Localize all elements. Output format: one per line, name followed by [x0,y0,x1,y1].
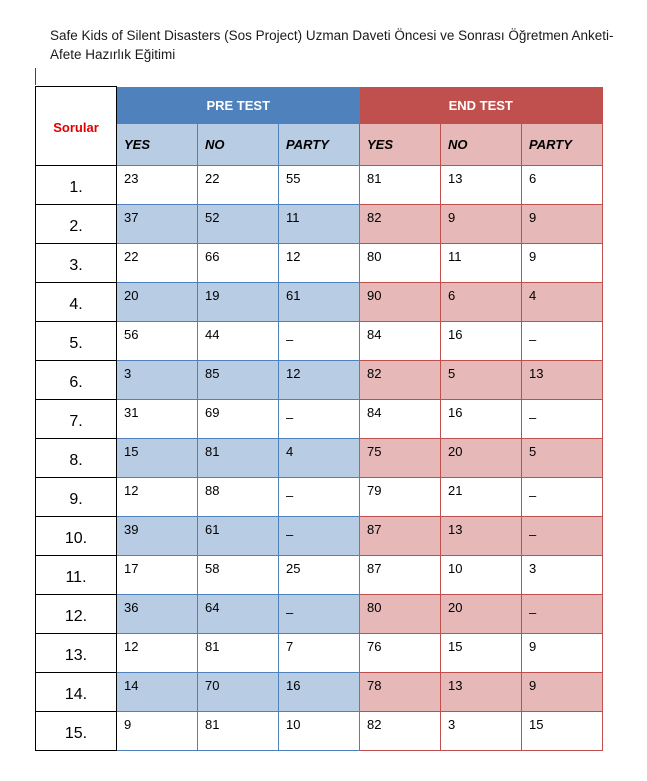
pre-no-cell: 69 [198,400,279,439]
pre-party-cell: 11 [279,205,360,244]
end-party-cell: 9 [522,244,603,283]
table-row [36,556,603,595]
end-party-cell: 4 [522,283,603,322]
pre-yes-cell: 9 [117,712,198,751]
table-row [36,673,603,712]
pre-yes-cell: 3 [117,361,198,400]
pre-yes-cell: 15 [117,439,198,478]
end-yes-cell: 75 [360,439,441,478]
end-no-cell: 20 [441,595,522,634]
table-row [36,166,603,205]
pre-yes-cell: 36 [117,595,198,634]
table-row [36,634,603,673]
end-no-cell: 16 [441,400,522,439]
pre-party-cell: 7 [279,634,360,673]
end-party-cell: 5 [522,439,603,478]
table-row [36,517,603,556]
pre-test-header: PRE TEST [117,87,360,124]
end-yes-cell: 87 [360,517,441,556]
survey-table [35,86,603,751]
end-no-cell: 16 [441,322,522,361]
end-no-cell: 5 [441,361,522,400]
end-yes-header: YES [360,124,441,166]
pre-no-cell: 70 [198,673,279,712]
pre-no-cell: 88 [198,478,279,517]
pre-yes-cell: 37 [117,205,198,244]
question-number: 7. [36,400,117,439]
question-number: 8. [36,439,117,478]
end-party-cell: 9 [522,673,603,712]
question-number: 13. [36,634,117,673]
pre-no-cell: 19 [198,283,279,322]
end-no-cell: 13 [441,166,522,205]
end-no-cell: 10 [441,556,522,595]
pre-yes-cell: 14 [117,673,198,712]
end-party-cell: 6 [522,166,603,205]
pre-no-cell: 52 [198,205,279,244]
table-row [36,283,603,322]
pre-yes-cell: 23 [117,166,198,205]
table-row [36,478,603,517]
end-yes-cell: 81 [360,166,441,205]
pre-yes-cell: 12 [117,478,198,517]
question-number: 4. [36,283,117,322]
end-yes-cell: 84 [360,400,441,439]
end-party-cell: 9 [522,634,603,673]
question-number: 2. [36,205,117,244]
end-no-cell: 21 [441,478,522,517]
end-yes-cell: 78 [360,673,441,712]
end-party-cell: 13 [522,361,603,400]
end-party-cell: 3 [522,556,603,595]
pre-party-cell: 16 [279,673,360,712]
pre-yes-cell: 20 [117,283,198,322]
end-party-cell: – [522,478,603,517]
pre-yes-cell: 39 [117,517,198,556]
pre-party-cell: 25 [279,556,360,595]
end-yes-cell: 82 [360,361,441,400]
pre-no-cell: 81 [198,712,279,751]
end-no-cell: 6 [441,283,522,322]
end-no-cell: 15 [441,634,522,673]
table-row [36,400,603,439]
pre-party-cell: 55 [279,166,360,205]
end-party-cell: – [522,400,603,439]
end-no-cell: 20 [441,439,522,478]
pre-no-cell: 44 [198,322,279,361]
pre-party-cell: 4 [279,439,360,478]
end-yes-cell: 82 [360,712,441,751]
pre-no-cell: 64 [198,595,279,634]
question-number: 3. [36,244,117,283]
pre-party-cell: – [279,400,360,439]
pre-yes-cell: 31 [117,400,198,439]
pre-yes-cell: 17 [117,556,198,595]
text-cursor [35,68,36,85]
question-number: 12. [36,595,117,634]
table-row [36,361,603,400]
end-no-cell: 9 [441,205,522,244]
question-number: 15. [36,712,117,751]
pre-party-cell: – [279,517,360,556]
pre-party-cell: – [279,595,360,634]
question-number: 6. [36,361,117,400]
end-party-cell: 15 [522,712,603,751]
pre-party-cell: 12 [279,361,360,400]
table-row [36,244,603,283]
question-number: 5. [36,322,117,361]
pre-party-header: PARTY [279,124,360,166]
end-no-cell: 13 [441,517,522,556]
question-number: 9. [36,478,117,517]
pre-yes-header: YES [117,124,198,166]
pre-yes-cell: 22 [117,244,198,283]
question-number: 14. [36,673,117,712]
table-row [36,205,603,244]
row-header-sorular: Sorular [36,87,117,166]
end-no-cell: 13 [441,673,522,712]
end-yes-cell: 84 [360,322,441,361]
question-number: 1. [36,166,117,205]
pre-yes-cell: 56 [117,322,198,361]
table-row [36,439,603,478]
pre-no-cell: 81 [198,634,279,673]
end-party-header: PARTY [522,124,603,166]
pre-no-cell: 58 [198,556,279,595]
end-no-cell: 11 [441,244,522,283]
end-yes-cell: 76 [360,634,441,673]
pre-party-cell: – [279,322,360,361]
table-row [36,712,603,751]
pre-party-cell: 12 [279,244,360,283]
end-no-header: NO [441,124,522,166]
end-no-cell: 3 [441,712,522,751]
pre-yes-cell: 12 [117,634,198,673]
pre-party-cell: 61 [279,283,360,322]
end-yes-cell: 82 [360,205,441,244]
pre-party-cell: – [279,478,360,517]
end-party-cell: 9 [522,205,603,244]
end-party-cell: – [522,322,603,361]
pre-no-cell: 22 [198,166,279,205]
document-title: Safe Kids of Silent Disasters (Sos Project) Uzman Daveti Öncesi ve Sonrası Öğretmen Anketi-Afete Hazırlık Eğitimi [50,28,614,62]
pre-party-cell: 10 [279,712,360,751]
table-row [36,595,603,634]
end-test-header: END TEST [360,87,603,124]
end-party-cell: – [522,595,603,634]
pre-no-cell: 81 [198,439,279,478]
pre-no-cell: 85 [198,361,279,400]
pre-no-header: NO [198,124,279,166]
pre-no-cell: 66 [198,244,279,283]
pre-no-cell: 61 [198,517,279,556]
end-yes-cell: 80 [360,244,441,283]
end-yes-cell: 87 [360,556,441,595]
table-row [36,322,603,361]
question-number: 10. [36,517,117,556]
end-yes-cell: 79 [360,478,441,517]
end-party-cell: – [522,517,603,556]
end-yes-cell: 80 [360,595,441,634]
table-body [36,166,603,751]
question-number: 11. [36,556,117,595]
end-yes-cell: 90 [360,283,441,322]
